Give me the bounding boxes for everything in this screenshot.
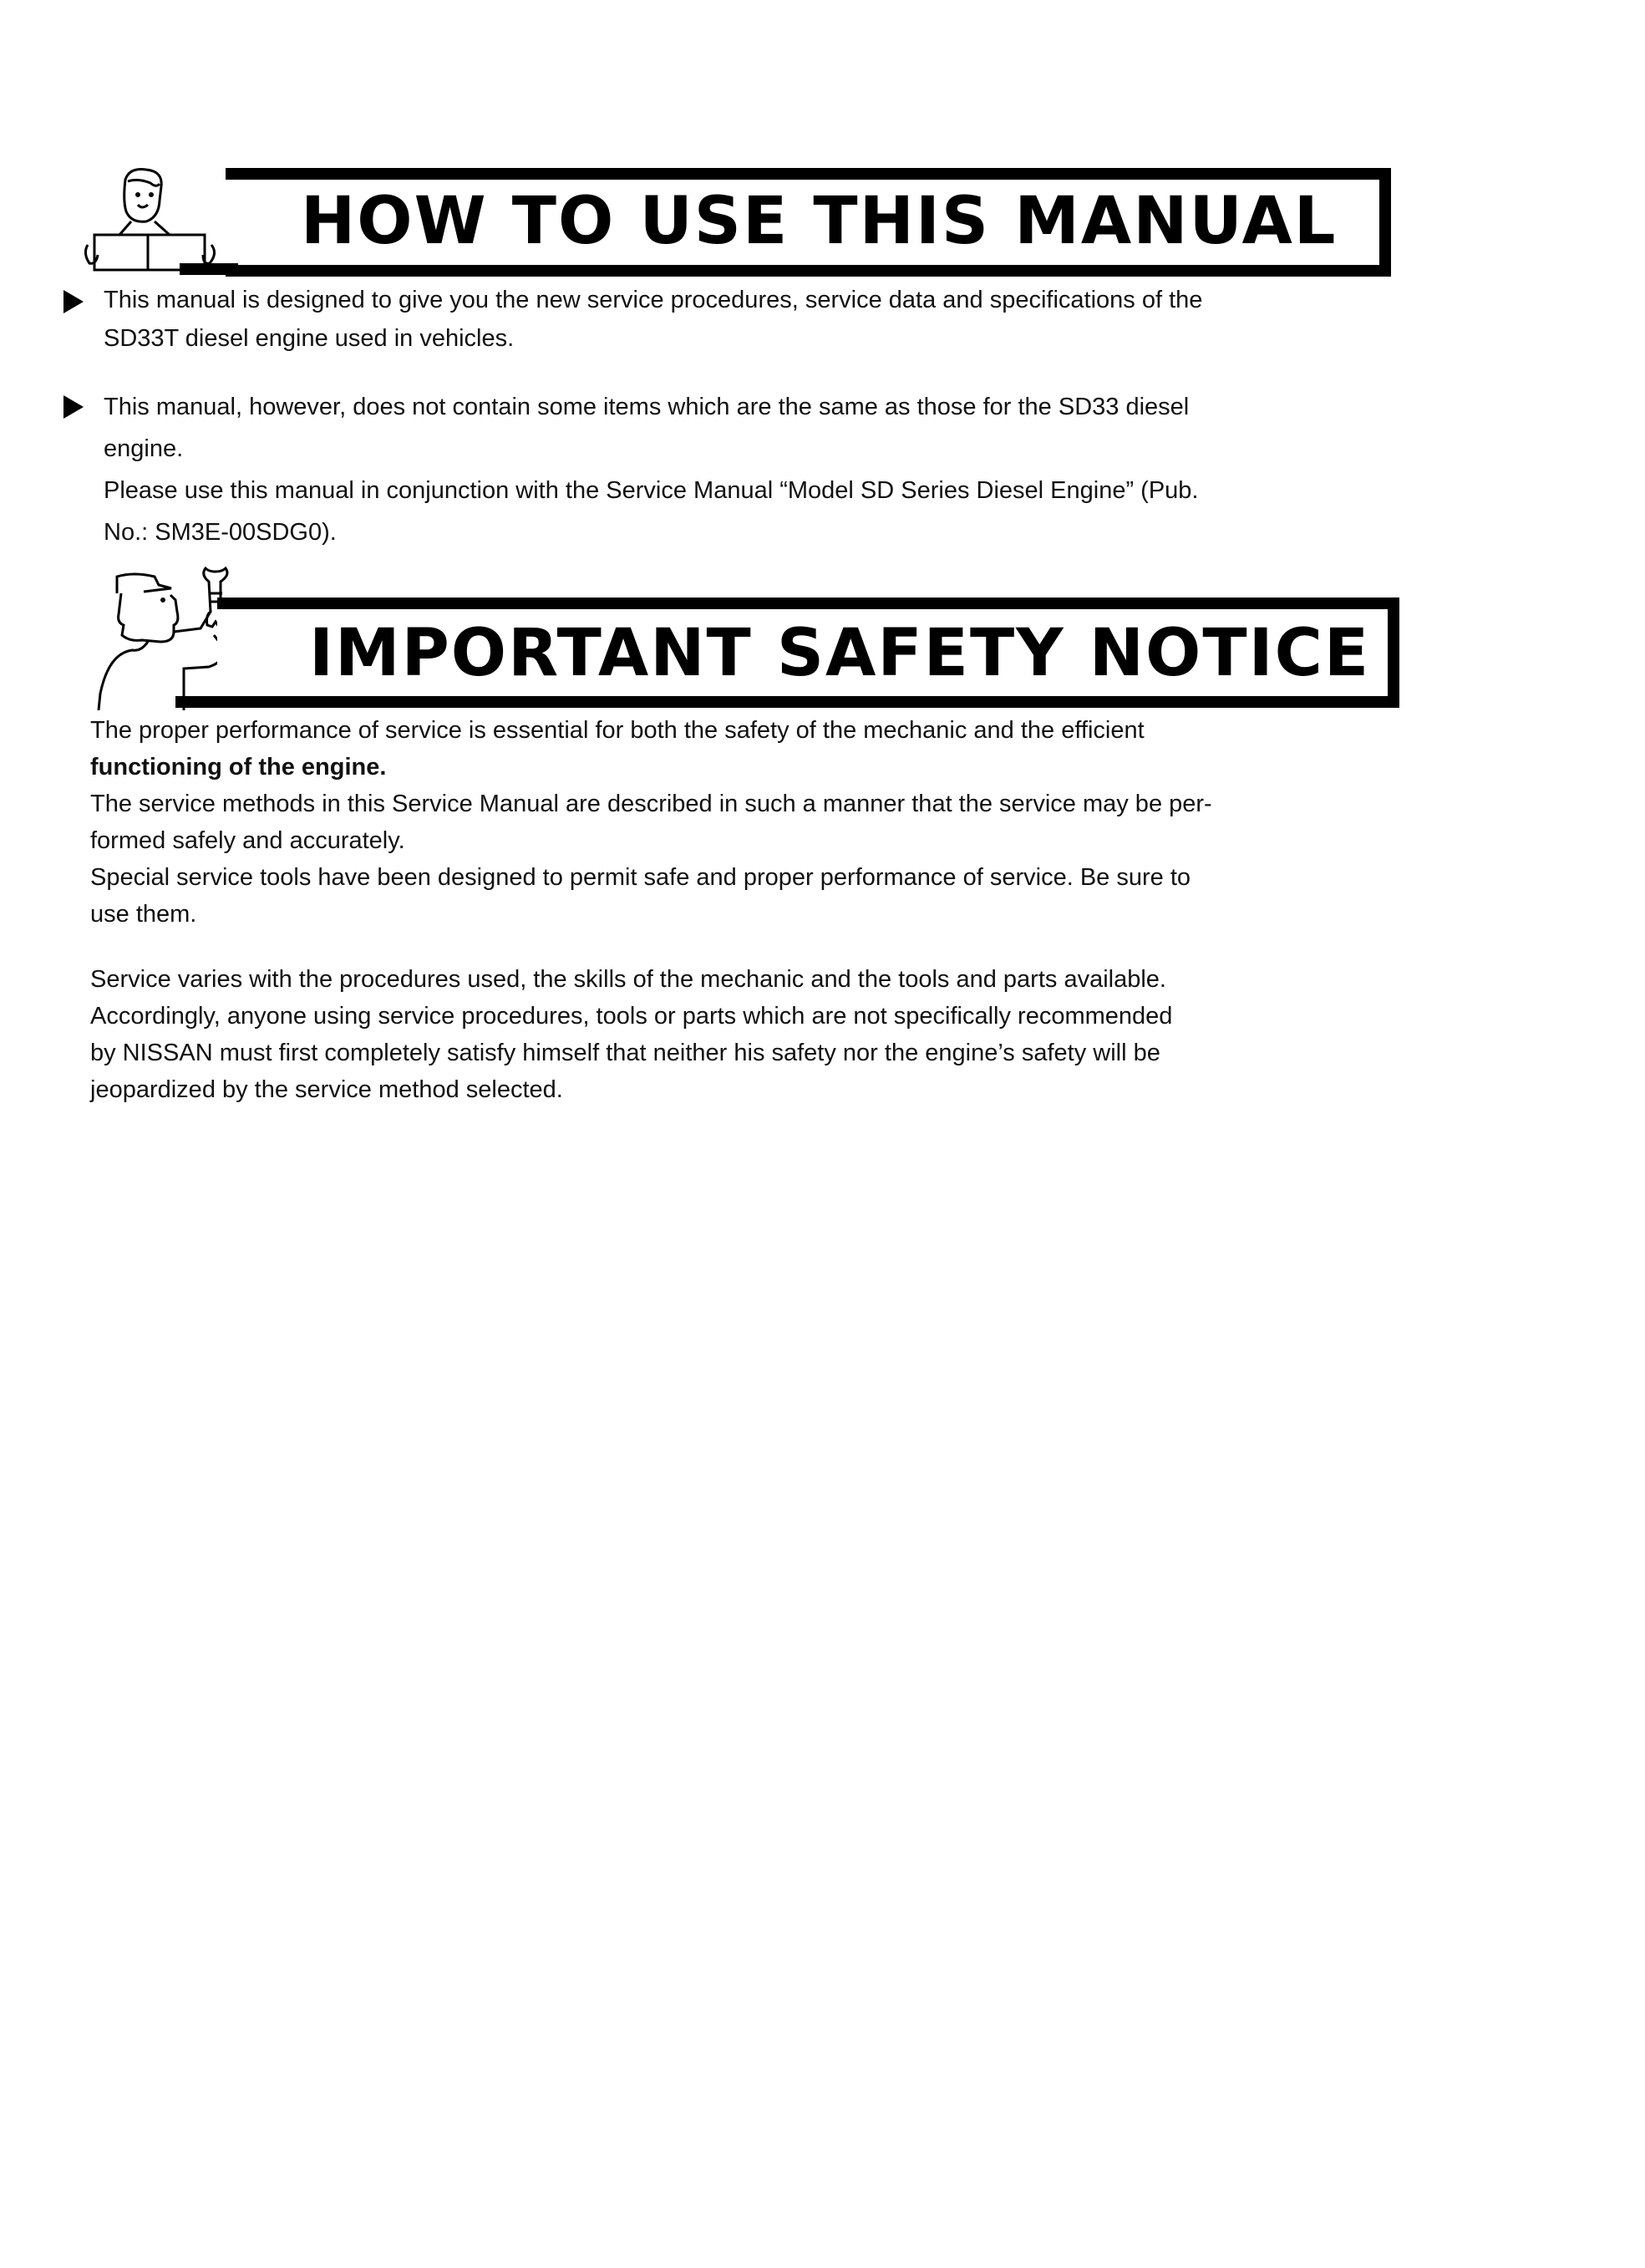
safety-notice-header (84, 560, 1395, 710)
safety-p1-line-6: use them. (90, 901, 197, 928)
bullet-arrow-icon (63, 290, 84, 313)
man-reading-book-icon (79, 163, 226, 276)
bullet-1-line-1: This manual is designed to give you the new service procedures, service data and specifications of the (104, 287, 1203, 313)
bullet-2-line-3: Please use this manual in conjunction with the Service Manual “Model SD Series Diesel Engine” (Pub. (104, 477, 1199, 504)
title-frame-bottom-extension (180, 263, 238, 275)
bullet-arrow-icon (63, 395, 84, 419)
bullet-2-line-2: engine. (104, 435, 184, 462)
safety-notice-paragraph-1 (90, 712, 1389, 933)
bullet-2-line-1: This manual, however, does not contain some items which are the same as those for the SD33 diesel (104, 394, 1190, 420)
safety-p1-line-5: Special service tools have been designed to permit safe and proper performance of service. Be sure to (90, 864, 1191, 891)
how-to-use-bullet-1 (104, 281, 1382, 358)
safety-notice-title: IMPORTANT SAFETY NOTICE (309, 616, 1371, 691)
safety-p1-line-3: The service methods in this Service Manual are described in such a manner that the service may be per- (90, 791, 1212, 817)
safety-p2-line-4: jeopardized by the service method selected. (90, 1076, 563, 1103)
safety-p1-line-1: The proper performance of service is essential for both the safety of the mechanic and the efficient (90, 717, 1145, 744)
safety-notice-paragraph-2 (90, 961, 1389, 1108)
bullet-2-line-4: No.: SM3E-00SDG0). (104, 519, 337, 546)
how-to-use-header (79, 163, 1391, 276)
bullet-1-line-2: SD33T diesel engine used in vehicles. (104, 325, 515, 352)
safety-p1-line-2: functioning of the engine. (90, 754, 387, 781)
safety-p1-line-4: formed safely and accurately. (90, 827, 405, 854)
safety-p2-line-1: Service varies with the procedures used, the skills of the mechanic and the tools and parts available. (90, 966, 1166, 993)
safety-p2-line-3: by NISSAN must first completely satisfy himself that neither his safety nor the engine’s safety will be (90, 1040, 1160, 1066)
title-frame-bottom-extension (175, 696, 226, 708)
how-to-use-bullet-2 (104, 386, 1382, 553)
how-to-use-title: HOW TO USE THIS MANUAL (301, 184, 1338, 259)
safety-p2-line-2: Accordingly, anyone using service procedures, tools or parts which are not specifically recommended (90, 1003, 1173, 1030)
